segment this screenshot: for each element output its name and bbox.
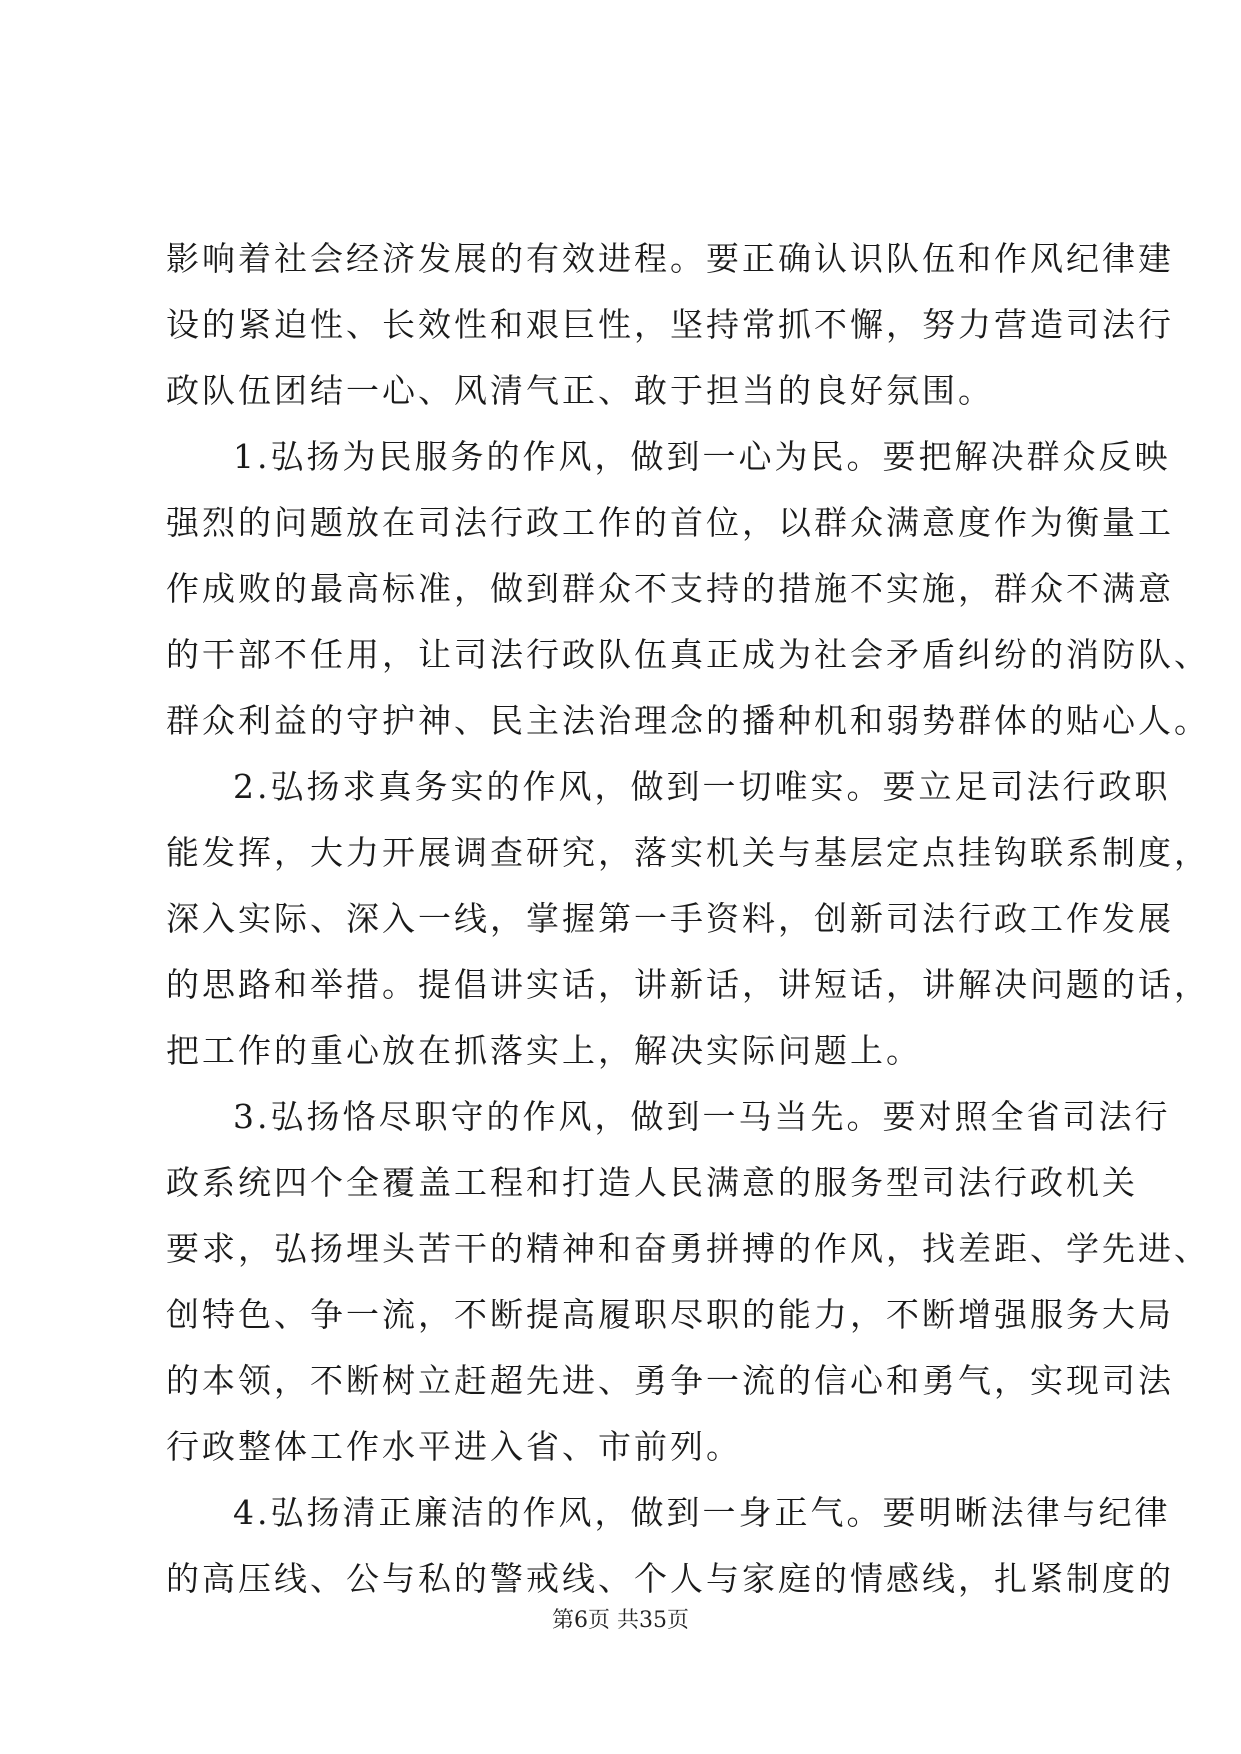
paragraph-first-line: 2.弘扬求真务实的作风，做到一切唯实。要立足司法行政职 [233, 767, 1171, 806]
text-line: 行政整体工作水平进入省、市前列。 [166, 1427, 742, 1466]
paragraph-first-line: 1.弘扬为民服务的作风，做到一心为民。要把解决群众反映 [233, 437, 1171, 476]
text-line: 的干部不任用，让司法行政队伍真正成为社会矛盾纠纷的消防队、 [166, 635, 1210, 674]
document-body [166, 226, 1210, 1612]
text-line: 群众利益的守护神、民主法治理念的播种机和弱势群体的贴心人。 [166, 701, 1210, 740]
text-line: 的思路和举措。提倡讲实话，讲新话，讲短话，讲解决问题的话， [166, 965, 1210, 1004]
text-line: 政系统四个全覆盖工程和打造人民满意的服务型司法行政机关 [166, 1163, 1138, 1202]
text-line: 要求，弘扬埋头苦干的精神和奋勇拼搏的作风，找差距、学先进、 [166, 1229, 1210, 1268]
text-line: 能发挥，大力开展调查研究，落实机关与基层定点挂钩联系制度， [166, 833, 1210, 872]
paragraph-first-line: 3.弘扬恪尽职守的作风，做到一马当先。要对照全省司法行 [233, 1097, 1171, 1136]
text-line: 设的紧迫性、长效性和艰巨性，坚持常抓不懈，努力营造司法行 [166, 305, 1174, 344]
text-line: 把工作的重心放在抓落实上，解决实际问题上。 [166, 1031, 922, 1070]
text-line: 影响着社会经济发展的有效进程。要正确认识队伍和作风纪律建 [166, 239, 1174, 278]
paragraph-first-line: 4.弘扬清正廉洁的作风，做到一身正气。要明晰法律与纪律 [233, 1493, 1171, 1532]
page-number-footer: 第6页 共35页 [552, 1608, 689, 1633]
text-line: 的本领，不断树立赶超先进、勇争一流的信心和勇气，实现司法 [166, 1361, 1174, 1400]
text-line: 作成败的最高标准，做到群众不支持的措施不实施，群众不满意 [166, 569, 1174, 608]
text-line: 创特色、争一流，不断提高履职尽职的能力，不断增强服务大局 [166, 1295, 1174, 1334]
text-line: 的高压线、公与私的警戒线、个人与家庭的情感线，扎紧制度的 [166, 1559, 1174, 1598]
text-line: 深入实际、深入一线，掌握第一手资料，创新司法行政工作发展 [166, 899, 1174, 938]
text-line: 政队伍团结一心、风清气正、敢于担当的良好氛围。 [166, 371, 994, 410]
text-line: 强烈的问题放在司法行政工作的首位，以群众满意度作为衡量工 [166, 503, 1174, 542]
